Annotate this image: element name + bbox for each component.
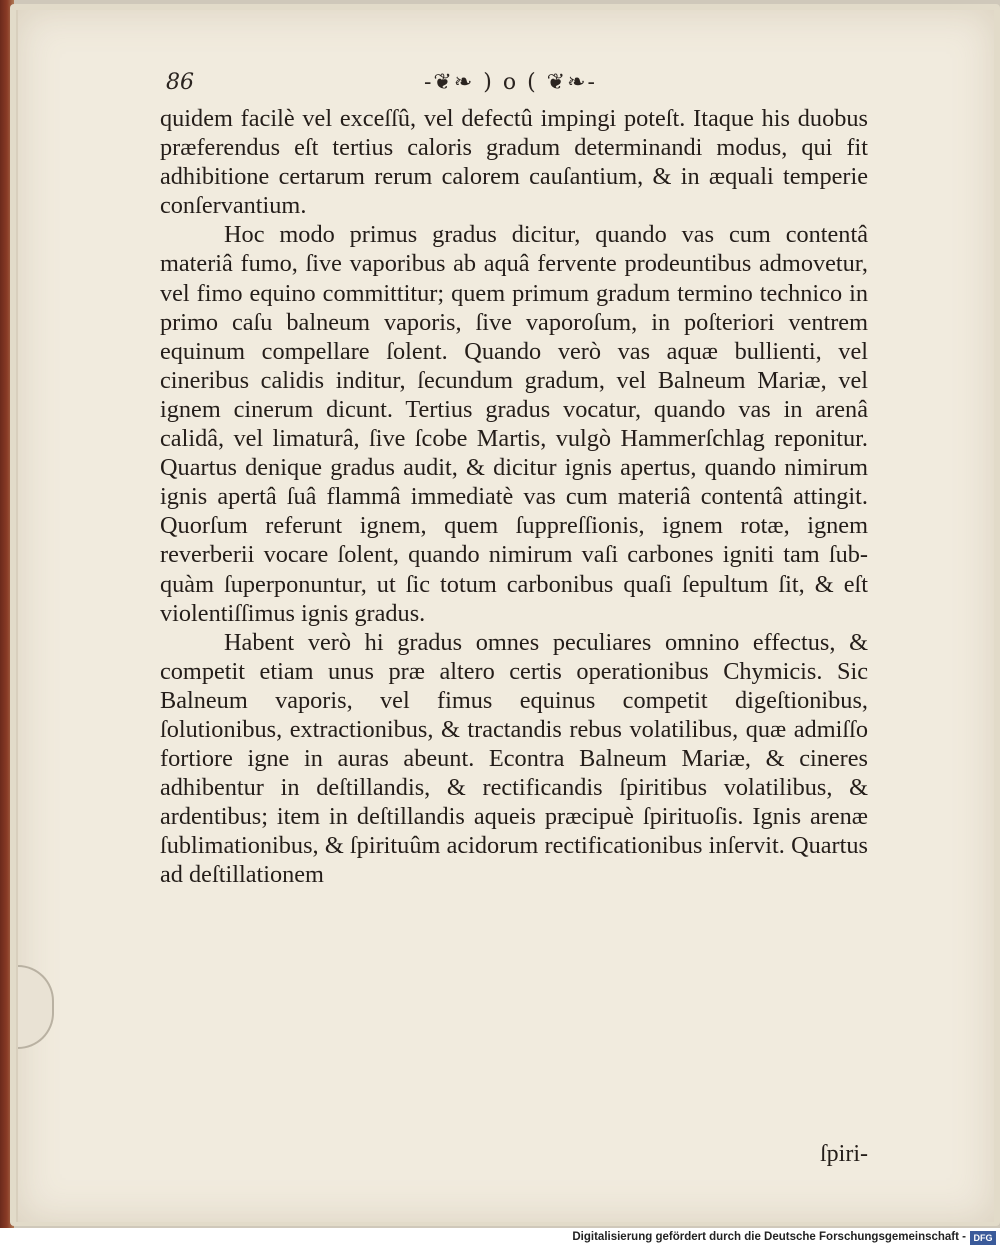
paragraph-1: quidem facilè vel exceſſû, vel defectû impingi poteſt. Itaque his duobus præferendus eſt tertius caloris gradum determinandi modus, qui fit adhibitione certarum rerum calorem cauſantium, & in æquali temperie conſervantium. bbox=[160, 105, 868, 220]
running-head-ornament: -❦❧ ) o ( ❦❧- bbox=[424, 70, 597, 95]
page-text bbox=[160, 104, 868, 1167]
running-head bbox=[166, 66, 866, 102]
paragraph-2: Hoc modo primus gradus dicitur, quando vas cum contentâ materiâ fumo, ſive vaporibus ab aquâ fervente prodeuntibus admovetur, vel fimo equino committitur; quem primum gradum termino technico in primo caſu balneum vaporis, ſive vaporoſum, in poſteriori ventrem equinum compellare ſolent. Quando verò vas aquæ bullienti, vel cineribus calidis inditur, ſecundum gradum, vel Balneum Mariæ, vel ignem cinerum dicunt. Tertius gradus vocatur, quando vas in arenâ calidâ, vel limaturâ, ſive ſcobe Martis, vulgò Hammerſchlag reponitur. Quartus denique gradus audit, & dicitur ignis apertus, quando nimirum ignis apertâ ſuâ flammâ immediatè vas cum materiâ contentâ attingit. Quorſum referunt ignem, quem ſuppreſſionis, ignem rotæ, ignem reverberii vocare ſolent, quando nimirum vaſi carbones igniti tam ſub- quàm ſuperponuntur, ut ſic totum carbonibus quaſi ſepultum ſit, & eſt violentiſſimus ignis gradus. bbox=[160, 221, 868, 627]
paragraph-3: Habent verò hi gradus omnes peculiares omnino effectus, & competit etiam unus præ altero certis operationibus Chymicis. Sic Balneum vaporis, vel fimus equinus competit digeſtionibus, ſolutionibus, extractionibus, & tractandis rebus volatilibus, quæ admiſſo fortiore igne in auras abeunt. Econtra Balneum Mariæ, & cineres adhibentur in deſtillandis, & rectificandis ſpiritibus volatilibus, & ardentibus; item in deſtillandis aqueis præcipuè ſpirituoſis. Ignis arenæ ſublimationibus, & ſpirituûm acidorum rectificationibus inſervit. Quartus ad deſtillationem bbox=[160, 628, 868, 889]
footer-bar bbox=[0, 1228, 1000, 1249]
dfg-logo-icon: DFG bbox=[970, 1231, 996, 1245]
page-clip bbox=[18, 965, 54, 1049]
footer-credit: Digitalisierung gefördert durch die Deutsche Forschungsgemeinschaft - bbox=[572, 1231, 966, 1243]
page-number: 86 bbox=[166, 70, 194, 95]
catchword: ſpiri- bbox=[820, 1141, 868, 1167]
